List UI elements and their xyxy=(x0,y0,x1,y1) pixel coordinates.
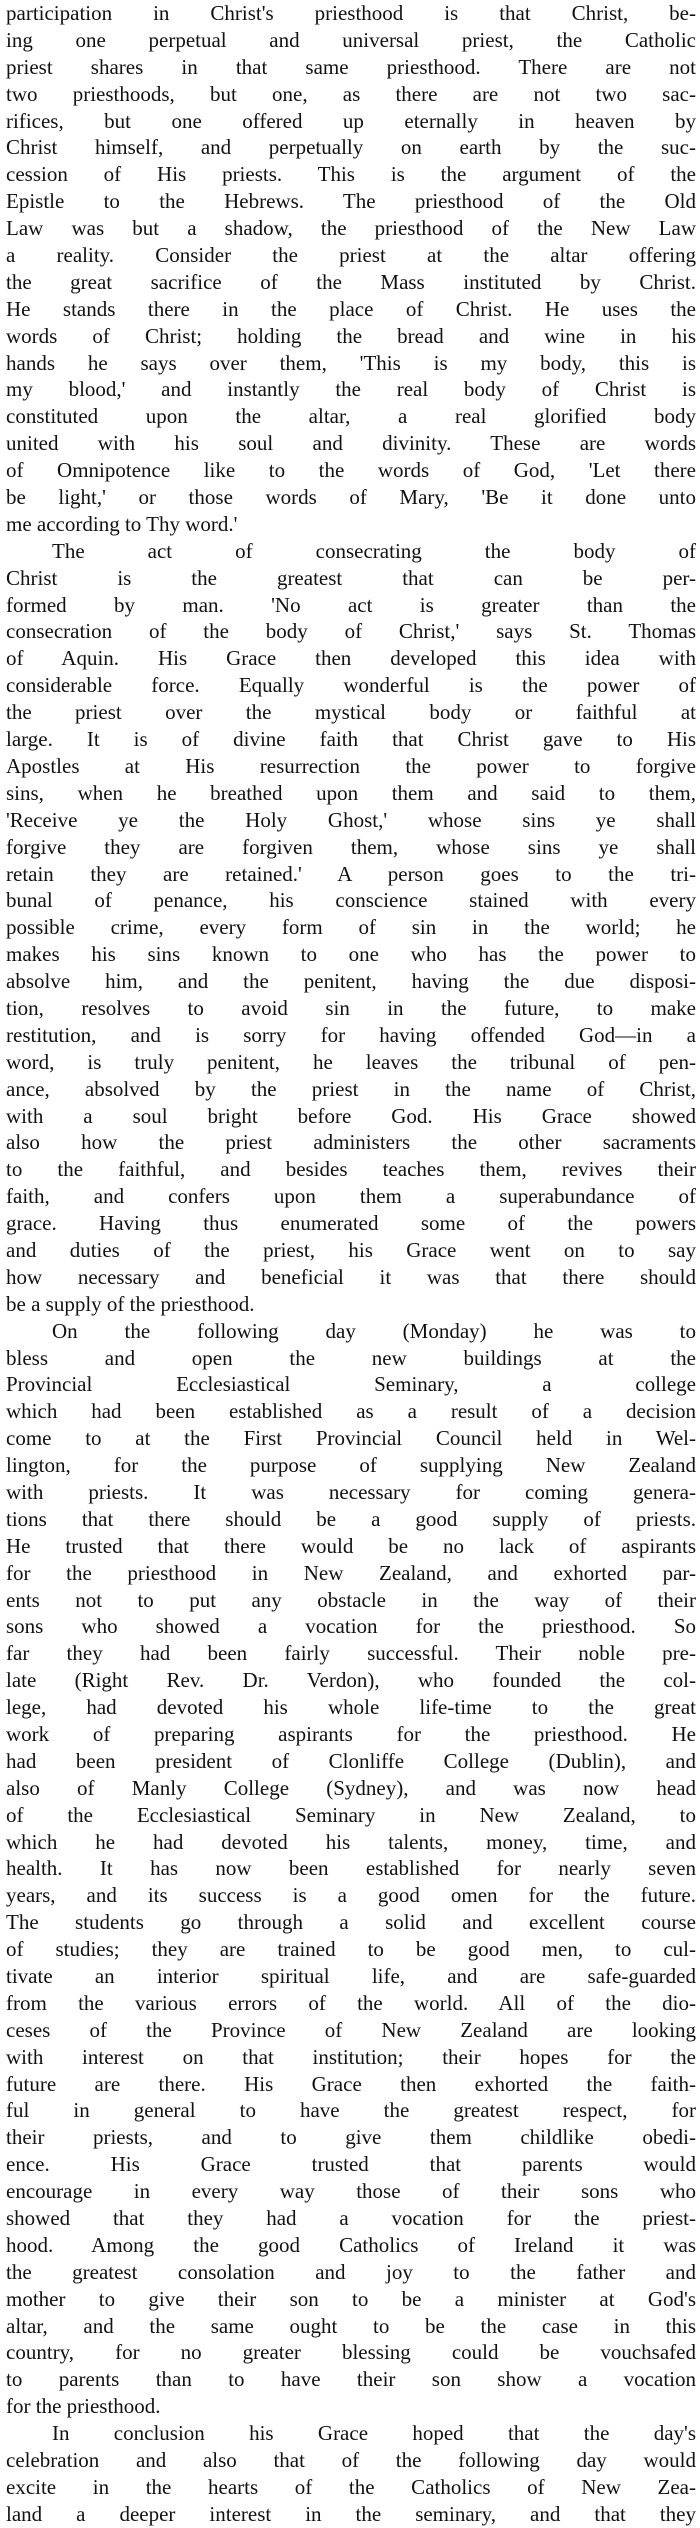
text-line: hood. Among the good Catholics of Ireland it was xyxy=(6,2232,696,2257)
text-line: two priesthoods, but one, as there are not two sac- xyxy=(6,81,696,106)
text-line: to parents than to have their son show a vocation xyxy=(6,2367,696,2392)
text-line: of the Ecclesiastical Seminary in New Zealand, to xyxy=(6,1802,696,1827)
text-line: Law was but a shadow, the priesthood of the New Law xyxy=(6,216,696,241)
text-line: On the following day (Monday) he was to xyxy=(52,1318,696,1343)
text-line: celebration and also that of the following day would xyxy=(6,2448,696,2473)
text-line: of Omnipotence like to the words of God, 'Let there xyxy=(6,458,696,483)
text-line: grace. Having thus enumerated some of the powers xyxy=(6,1211,696,1236)
text-line: altar, and the same ought to be the case in this xyxy=(6,2313,696,2338)
text-line: forgive they are forgiven them, whose sins ye shall xyxy=(6,834,696,859)
text-line: with interest on that institution; their hopes for the xyxy=(6,2044,696,2069)
text-line: cession of His priests. This is the argument of the xyxy=(6,162,696,187)
text-line: for the priesthood. xyxy=(6,2394,161,2419)
text-line: Christ himself, and perpetually on earth by the suc- xyxy=(6,135,696,160)
text-line: bless and open the new buildings at the xyxy=(6,1345,696,1370)
text-line: ance, absolved by the priest in the name of Christ, xyxy=(6,1076,696,1101)
text-line: The students go through a solid and excellent course xyxy=(6,1910,696,1935)
text-line: words of Christ; holding the bread and wine in his xyxy=(6,323,696,348)
text-line: be light,' or those words of Mary, 'Be it done unto xyxy=(6,485,696,510)
text-line: hands he says over them, 'This is my body, this is xyxy=(6,350,696,375)
text-line: retain they are retained.' A person goes to the tri- xyxy=(6,861,696,886)
text-line: restitution, and is sorry for having offended God—in a xyxy=(6,1022,696,1047)
text-line: He stands there in the place of Christ. He uses the xyxy=(6,296,696,321)
text-line: also how the priest administers the other sacraments xyxy=(6,1130,696,1155)
text-line: lege, had devoted his whole life-time to the great xyxy=(6,1695,696,1720)
text-line: how necessary and beneficial it was that there should xyxy=(6,1264,696,1289)
text-line: their priests, and to give them childlike obedi- xyxy=(6,2125,696,2150)
text-line: ence. His Grace trusted that parents would xyxy=(6,2152,696,2177)
text-line: far they had been fairly successful. Their noble pre- xyxy=(6,1641,696,1666)
article-paragraph xyxy=(6,0,696,538)
text-line: with a soul bright before God. His Grace showed xyxy=(6,1103,696,1128)
text-line: country, for no greater blessing could be vouchsafed xyxy=(6,2340,696,2365)
article-paragraph xyxy=(6,1318,696,2421)
text-line: ceses of the Province of New Zealand are looking xyxy=(6,2017,696,2042)
text-line: excite in the hearts of the Catholics of New Zea- xyxy=(6,2474,696,2499)
text-line: land a deeper interest in the seminary, and that they xyxy=(6,2501,696,2526)
text-line: possible crime, every form of sin in the world; he xyxy=(6,915,696,940)
text-line: tions that there should be a good supply of priests. xyxy=(6,1506,696,1531)
text-line: Epistle to the Hebrews. The priesthood of the Old xyxy=(6,189,696,214)
text-line: consecration of the body of Christ,' says St. Thomas xyxy=(6,619,696,644)
text-line: tion, resolves to avoid sin in the future, to make xyxy=(6,995,696,1020)
text-line: of Aquin. His Grace then developed this idea with xyxy=(6,646,696,671)
text-line: He trusted that there would be no lack of aspirants xyxy=(6,1533,696,1558)
text-line: mother to give their son to be a minister at God's xyxy=(6,2286,696,2311)
text-line: with priests. It was necessary for coming genera- xyxy=(6,1479,696,1504)
text-line: also of Manly College (Sydney), and was now head xyxy=(6,1775,696,1800)
text-line: the greatest consolation and joy to the father and xyxy=(6,2259,696,2284)
text-line: constituted upon the altar, a real glorified body xyxy=(6,404,696,429)
text-line: faith, and confers upon them a superabundance of xyxy=(6,1184,696,1209)
text-line: formed by man. 'No act is greater than the xyxy=(6,592,696,617)
text-line: tivate an interior spiritual life, and are safe-guarded xyxy=(6,1964,696,1989)
text-line: future are there. His Grace then exhorted the faith- xyxy=(6,2071,696,2096)
text-line: large. It is of divine faith that Christ gave to His xyxy=(6,727,696,752)
text-line: had been president of Clonliffe College (Dublin), and xyxy=(6,1748,696,1773)
text-line: 'Receive ye the Holy Ghost,' whose sins ye shall xyxy=(6,807,696,832)
text-line: The act of consecrating the body of xyxy=(52,538,696,563)
text-line: word, is truly penitent, he leaves the tribunal of pen- xyxy=(6,1049,696,1074)
text-line: showed that they had a vocation for the priest- xyxy=(6,2206,696,2231)
text-line: Christ is the greatest that can be per- xyxy=(6,565,696,590)
text-line: come to at the First Provincial Council held in Wel- xyxy=(6,1426,696,1451)
text-line: In conclusion his Grace hoped that the day's xyxy=(52,2421,696,2446)
text-line: work of preparing aspirants for the priesthood. He xyxy=(6,1722,696,1746)
text-line: united with his soul and divinity. These are words xyxy=(6,431,696,456)
text-line: makes his sins known to one who has the power to xyxy=(6,942,696,967)
text-line: and duties of the priest, his Grace went on to say xyxy=(6,1237,696,1262)
text-line: lington, for the purpose of supplying New Zealand xyxy=(6,1453,696,1478)
text-line: late (Right Rev. Dr. Verdon), who founded the col- xyxy=(6,1668,696,1693)
text-line: which he had devoted his talents, money, time, and xyxy=(6,1829,696,1854)
text-line: Provincial Ecclesiastical Seminary, a college xyxy=(6,1372,696,1397)
text-line: rifices, but one offered up eternally in heaven by xyxy=(6,108,696,133)
text-line: bunal of penance, his conscience stained with every xyxy=(6,888,696,913)
text-line: sins, when he breathed upon them and said to them, xyxy=(6,780,696,805)
text-line: ing one perpetual and universal priest, the Catholic xyxy=(6,27,696,52)
text-line: which had been established as a result of a decision xyxy=(6,1399,696,1424)
text-line: ful in general to have the greatest respect, for xyxy=(6,2098,696,2123)
text-line: for the priesthood in New Zealand, and exhorted par- xyxy=(6,1560,696,1585)
text-line: to the faithful, and besides teaches them, revives their xyxy=(6,1157,696,1182)
text-line: my blood,' and instantly the real body of Christ is xyxy=(6,377,696,402)
text-line: me according to Thy word.' xyxy=(6,511,238,536)
text-line: a reality. Consider the priest at the altar offering xyxy=(6,243,696,268)
text-line: of studies; they are trained to be good men, to cul- xyxy=(6,1937,696,1962)
text-line: from the various errors of the world. All of the dio- xyxy=(6,1990,696,2015)
text-line: priest shares in that same priesthood. There are not xyxy=(6,54,696,79)
article-paragraph xyxy=(6,538,696,1318)
text-line: the great sacrifice of the Mass instituted by Christ. xyxy=(6,269,696,294)
text-line: the priest over the mystical body or faithful at xyxy=(6,700,696,725)
article-paragraph xyxy=(6,2420,696,2528)
text-line: health. It has now been established for nearly seven xyxy=(6,1856,696,1881)
text-line: be a supply of the priesthood. xyxy=(6,1291,255,1316)
text-line: absolve him, and the penitent, having the due disposi- xyxy=(6,969,696,994)
text-line: considerable force. Equally wonderful is the power of xyxy=(6,673,696,698)
text-line: participation in Christ's priesthood is that Christ, be- xyxy=(6,1,696,25)
text-line: sons who showed a vocation for the priesthood. So xyxy=(6,1614,696,1639)
text-line: ents not to put any obstacle in the way of their xyxy=(6,1587,696,1612)
text-line: years, and its success is a good omen for the future. xyxy=(6,1883,696,1908)
text-line: Apostles at His resurrection the power to forgive xyxy=(6,753,696,778)
text-line: encourage in every way those of their sons who xyxy=(6,2179,696,2204)
